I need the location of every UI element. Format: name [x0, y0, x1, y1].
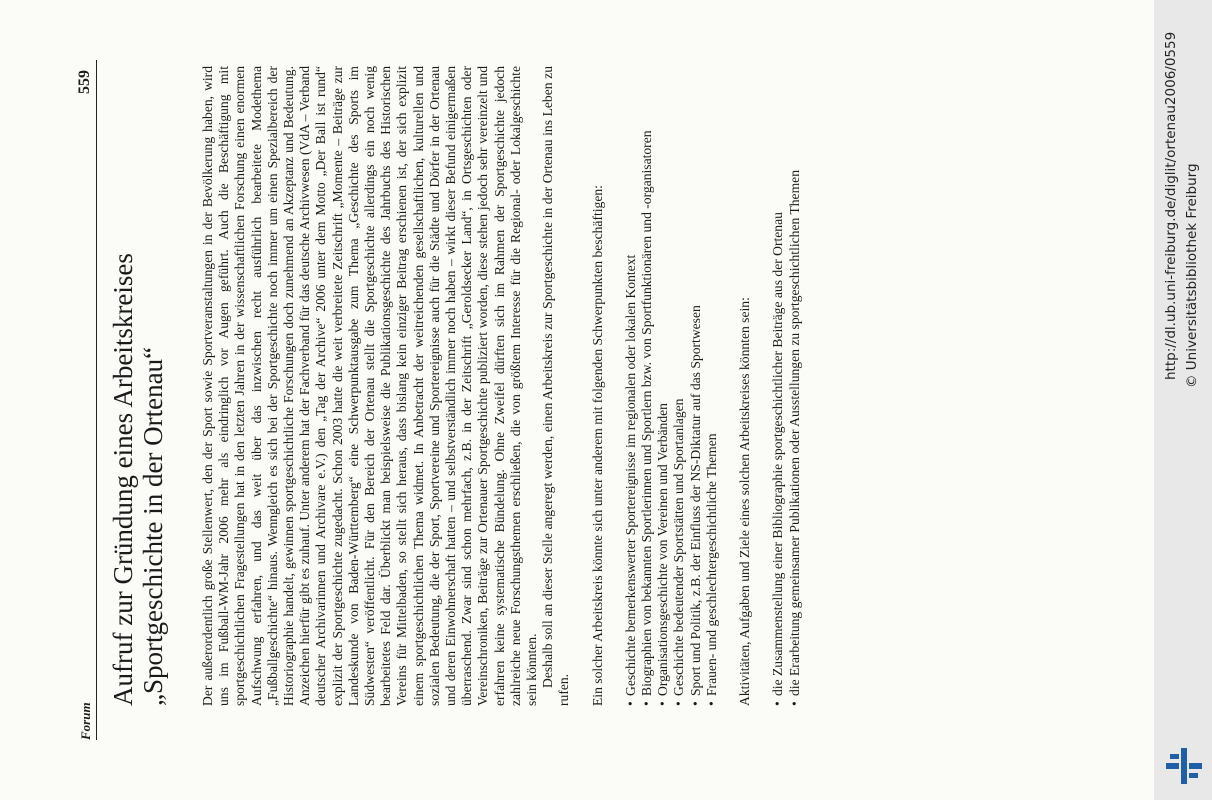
- focus-intro: Ein solcher Arbeitskreis könnte sich unter anderem mit folgenden Schwerpunkten beschäftigen:: [589, 185, 605, 706]
- list-item: • Geschichte bedeutender Sportstätten und Sportanlagen: [671, 66, 687, 706]
- paragraph-proposal: Deshalb soll an dieser Stelle angeregt werden, einen Arbeitskreis zur Sportgeschichte in der Ortenau ins Leben zu rufen.: [540, 66, 572, 706]
- running-header: [78, 60, 97, 740]
- library-watermark-strip: [1154, 0, 1212, 800]
- page-number: 559: [76, 70, 93, 94]
- paragraph-main: Der außerordentlich große Stellenwert, den der Sport sowie Sportveranstaltungen in der Bevölkerung haben, wird uns im Fußball-WM-Jahr 2006 mehr als eindringlich vor Augen geführt. Auch die Beschäftigung mit sportgeschichtlichen Fragestellungen hat in den letzten Jahren in der wissenschaftlichen Forschung einen enormen Aufschwung erfahren, und das weit über das inzwischen recht ausführlich bearbeitete Modethema „Fußballgeschichte“ hinaus. Wenngleich es sich bei der Sportgeschichte noch immer um einen Spezialbereich der Historiographie handelt, gewinnen sportgeschichtliche Forschungen doch zunehmend an Akzeptanz und Bedeutung. Anzeichen hierfür gibt es zuhauf. Unter anderem hat der Fachverband für das deutsche Archivwesen (VdA – Verband deutscher Archivarinnen und Archivare e.V.) den „Tag der Archive“ 2006 unter dem Motto „Der Ball ist rund“ explizit der Sportgeschichte zugedacht. Schon 2003 hatte die weit verbreitete Zeitschrift „Momente – Beiträge zur Landeskunde von Baden-Württemberg“ eine Schwerpunktausgabe zum Thema „Geschichte des Sports im Südwesten“ veröffentlicht. Für den Bereich der Ortenau stellt die Sportgeschichte allerdings ein noch wenig bearbeitetes Feld dar. Überblickt man beispielsweise die Publikationsgeschichte des Jahrbuchs des Historischen Vereins für Mittelbaden, so stellt sich heraus, dass bislang kein einziger Beitrag erschienen ist, der sich explizit einem sportgeschichtlichen Thema widmet. In Anbetracht der weitreichenden gesellschaftlichen, kulturellen und sozialen Bedeutung, die der Sport, Sportvereine und Sportereignisse auch für die Städte und Dörfer in der Ortenau und deren Einwohnerschaft hatten – und selbstverständlich immer noch haben – wirkt dieser Befund einigermaßen überraschend. Zwar sind schon mehrfach, z.B. in der Zeitschrift „Geroldsecker Land“, in Ortsgeschichten oder Vereinschroniken, Beiträge zur Ortenauer Sportgeschichte publiziert worden, diese stehen jedoch sehr vereinzelt und erfahren keine systematische Bündelung. Ohne Zweifel dürften sich im Rahmen der Sportgeschichte jedoch zahlreiche neue Forschungsthemen erschließen, die von größtem Interesse für die Regional- oder Lokalgeschichte sein könnten.: [200, 66, 540, 706]
- goals-intro: Aktivitäten, Aufgaben und Ziele eines solchen Arbeitskreises könnten sein:: [737, 297, 753, 706]
- copyright-notice: © Universitätsbibliothek Freiburg: [1184, 163, 1200, 388]
- article-title: [108, 66, 168, 706]
- list-item: • Geschichte bemerkenswerter Sportereignisse im regionalen oder lokalen Kontext: [623, 66, 639, 706]
- title-line-2: „Sportgeschichte in der Ortenau“: [138, 346, 168, 706]
- section-label: Forum: [78, 702, 93, 740]
- list-item: • die Zusammenstellung einer Bibliographie sportgeschichtlicher Beiträge aus der Ortenau: [770, 66, 786, 706]
- list-item: • die Erarbeitung gemeinsamer Publikationen oder Ausstellungen zu sportgeschichtlichen Themen: [787, 66, 803, 706]
- list-item: • Sport und Politik, z.B. der Einfluss der NS-Diktatur auf das Sportwesen: [688, 66, 704, 706]
- article-body: [200, 66, 803, 706]
- list-item: • Biographien von bekannten Sportlerinnen und Sportlern bzw. von Sportfunktionären und -organisatoren: [639, 66, 655, 706]
- title-line-1: Aufruf zur Gründung eines Arbeitskreises: [108, 253, 138, 706]
- permalink-url[interactable]: http://dl.ub.uni-freiburg.de/diglit/ortenau2006/0559: [1163, 31, 1179, 380]
- focus-list: [623, 66, 720, 706]
- list-item: • Frauen- und geschlechtergeschichtliche Themen: [704, 66, 720, 706]
- goals-list: [770, 66, 802, 706]
- list-item: • Organisationsgeschichte von Vereinen und Verbänden: [655, 66, 671, 706]
- library-logo-icon: [1164, 746, 1204, 786]
